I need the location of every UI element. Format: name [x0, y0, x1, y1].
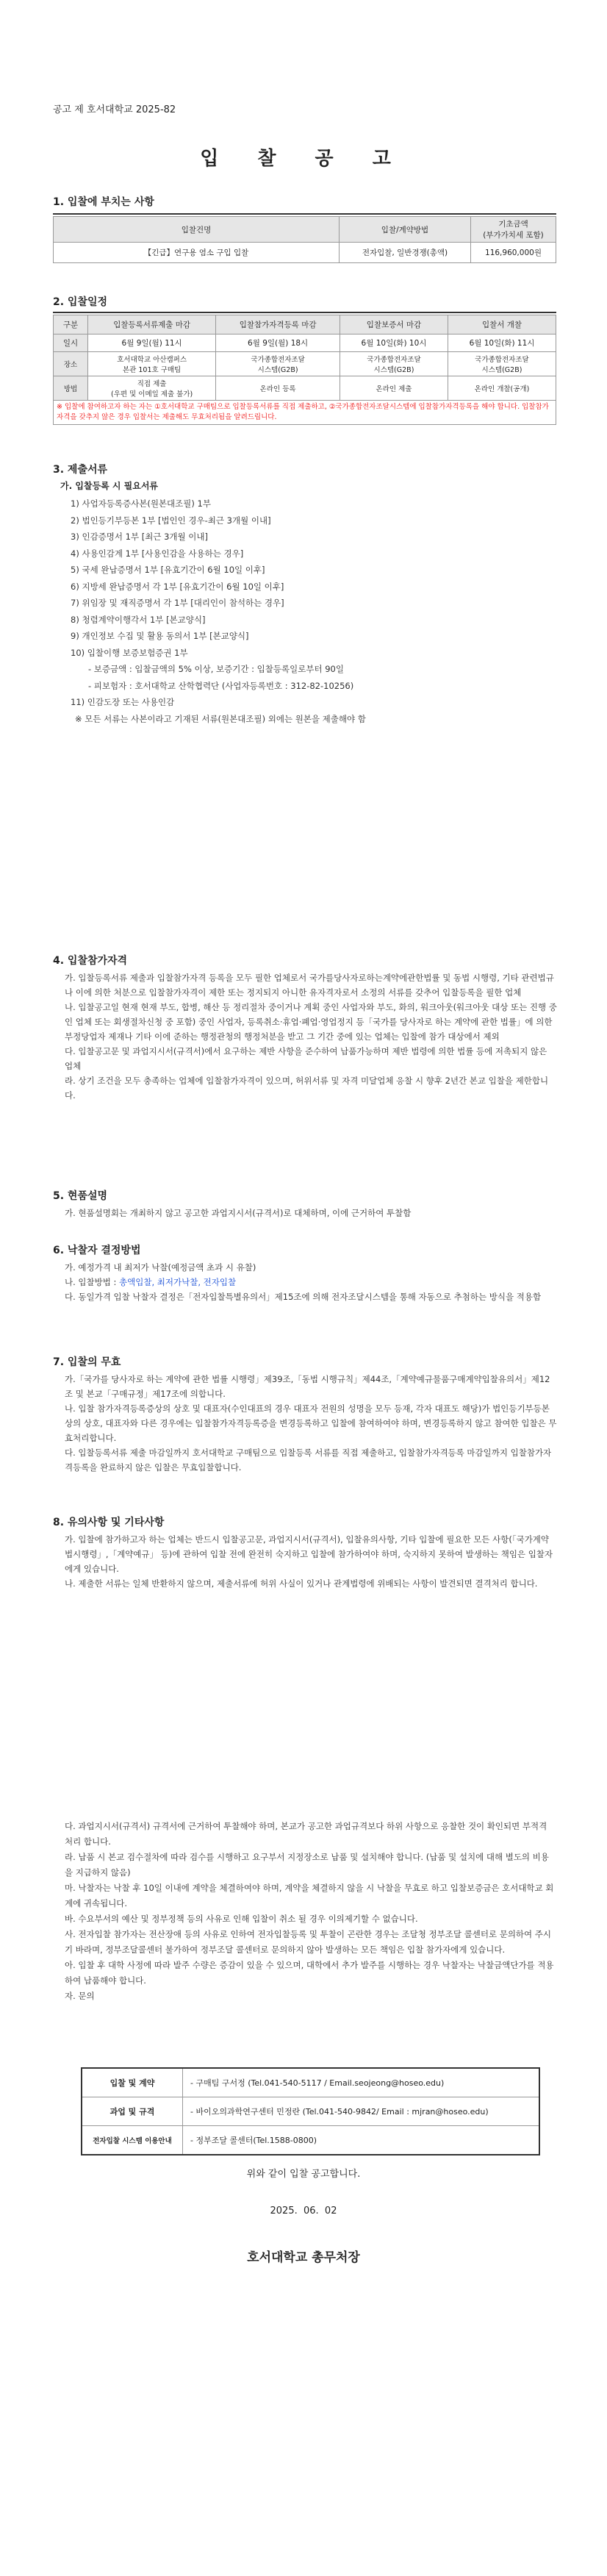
table-header: 입찰/계약방법 — [340, 217, 471, 243]
table-cell: 116,960,000원 — [471, 243, 556, 263]
bid-method-label: 나. 입찰방법 : — [65, 1277, 120, 1287]
contact-value: - 구매팀 구서정 (Tel.041-540-5117 / Email.seojeong@hoseo.edu) — [183, 2068, 540, 2097]
list-item: 다. 동일가격 입찰 낙찰자 결정은「전자입찰특별유의서」제15조에 의해 전자조달시스템을 통해 자동으로 추첨하는 방식을 적용함 — [65, 1292, 542, 1302]
table-header: 기초금액 (부가가치세 포함) — [471, 217, 556, 243]
list-item: 나. 입찰 참가자격등록증상의 상호 및 대표자(수인대표의 경우 대표자 전원의 성명을 모두 등재, 각자 대표도 해당)가 법인등기부등본상의 상호, 대표자와 다른 경우에는 입찰참가자격등록증을 변경등록하고 입찰에 참여하여야 하며, 변경등록하지 않고 참여한 입찰은 무효처리합니다. — [65, 1403, 557, 1443]
invalid-bid-list — [65, 1372, 557, 1475]
list-item: 라. 납품 시 본교 검수절차에 따라 검수를 시행하고 요구부서 지정장소로 납품 및 설치해야 합니다. (납품 및 설치에 대해 별도의 비용을 지급하지 않음) — [65, 1852, 549, 1878]
list-item: 6) 지방세 완납증명서 각 1부 [유효기간이 6월 10일 이후] — [71, 581, 284, 592]
list-item: 아. 입찰 후 대학 사정에 따라 발주 수량은 증감이 있을 수 있으며, 대학에서 추가 발주를 시행하는 경우 낙찰자는 낙찰금액단가를 적용하여 납품해야 합니다. — [65, 1960, 554, 1986]
page-title: 입 찰 공 고 — [200, 148, 407, 170]
list-item: ※ 모든 서류는 사본이라고 기재된 서류(원본대조필) 외에는 원본을 제출해야 함 — [75, 713, 366, 724]
list-item: 1) 사업자등록증사본(원본대조필) 1부 — [71, 498, 211, 509]
contact-label: 과업 및 규격 — [82, 2097, 183, 2126]
section-3-heading: 3. 제출서류 — [53, 464, 108, 476]
schedule-table — [53, 315, 556, 425]
table-header: 입찰서 개찰 — [448, 315, 556, 334]
eligibility-list — [65, 970, 557, 1103]
list-item: 나. 제출한 서류는 일체 반환하지 않으며, 제출서류에 허위 사실이 있거나 관계법령에 위배되는 사항이 발견되면 결격처리 합니다. — [65, 1578, 538, 1589]
table-header: 입찰건명 — [54, 217, 340, 243]
table-row-label: 장소 — [54, 352, 88, 376]
bid-items-table — [53, 216, 556, 263]
section-2-heading: 2. 입찰일정 — [53, 296, 108, 308]
contact-label: 입찰 및 계약 — [82, 2068, 183, 2097]
contact-label: 전자입찰 시스템 이용안내 — [82, 2126, 183, 2155]
required-documents-list — [71, 495, 556, 727]
list-item: 마. 낙찰자는 낙찰 후 10일 이내에 계약을 체결하여야 하며, 계약을 체결하지 않을 시 낙찰을 무효로 하고 입찰보증금은 호서대학교 회계에 귀속됩니다. — [65, 1883, 554, 1908]
list-item: 가.「국가를 당사자로 하는 계약에 관한 법률 시행령」제39조,「동법 시행규칙」제44조,「계약예규물품구매계약입찰유의서」제12조 및 본교「구매규정」제17조에 의합니다. — [65, 1374, 550, 1399]
list-item: 라. 상기 조건을 모두 충족하는 업체에 입찰참가자격이 있으며, 허위서류 및 자격 미달업체 응찰 시 향후 2년간 본교 입찰을 제한합니다. — [65, 1076, 549, 1101]
list-item: 바. 수요부서의 예산 및 정부정책 등의 사유로 인해 입찰이 취소 될 경우 이의제기할 수 없습니다. — [65, 1914, 418, 1924]
list-item: 가. 예정가격 내 최저가 낙찰(예정금액 초과 시 유찰) — [65, 1262, 256, 1273]
section-6-heading: 6. 낙찰자 결정방법 — [53, 1245, 141, 1256]
list-item: 가. 입찰에 참가하고자 하는 업체는 반드시 입찰공고문, 과업지시서(규격서), 입찰유의사항, 기타 입찰에 필요한 모든 사항(「국가계약법시행령」,「계약예규」 등)에 관하여 입찰 전에 완전히 숙지하고 입찰에 참가하여야 하며, 숙지하지 못하여 발생하는 책임은 입찰자에게 있습니다. — [65, 1534, 553, 1574]
closing-statement: 위와 같이 입찰 공고합니다. — [246, 2169, 361, 2180]
table-cell: 6월 9일(월) 18시 — [216, 334, 340, 352]
table-header: 입찰보증서 마감 — [340, 315, 448, 334]
bid-method-value: 총액입찰, 최저가낙찰, 전자입찰 — [119, 1277, 237, 1287]
list-item: 9) 개인정보 수집 및 활용 동의서 1부 [본교양식] — [71, 631, 249, 641]
list-item — [65, 1275, 557, 1289]
table-cell: 6월 10일(화) 11시 — [448, 334, 556, 352]
table-cell: 국가종합전자조달 시스템(G2B) — [216, 352, 340, 376]
product-explanation — [65, 1206, 557, 1220]
contact-value: - 정부조달 콜센터(Tel.1588-0800) — [183, 2126, 540, 2155]
list-item: 가. 입찰등록서류 제출과 입찰참가자격 등록을 모두 필한 업체로서 국가를당사자로하는계약에관한법률 및 동법 시행령, 기타 관련법규나 이에 의한 처분으로 입찰참가자격이 제한 또는 정지되지 아니한 유자격자로서 소정의 서류를 갖추어 입찰등록을 필한 업체 — [65, 973, 554, 998]
table-cell: 6월 10일(화) 10시 — [340, 334, 448, 352]
notes-list — [65, 1532, 557, 1591]
list-item: 8) 청렴계약이행각서 1부 [본교양식] — [71, 614, 206, 625]
section-3-subheading: 가. 입찰등록 시 필요서류 — [60, 481, 159, 491]
table-row-label: 방법 — [54, 376, 88, 401]
table-cell: 온라인 등록 — [216, 376, 340, 401]
section-4-heading: 4. 입찰참가자격 — [53, 955, 128, 967]
list-item: 3) 인감증명서 1부 [최근 3개월 이내] — [71, 532, 208, 542]
table-cell: 직접 제출 (우편 및 이메일 제출 불가) — [88, 376, 216, 401]
notes-list-continued — [65, 1819, 557, 2004]
contact-value: - 바이오의과학연구센터 민정란 (Tel.041-540-9842/ Email : mjran@hoseo.edu) — [183, 2097, 540, 2126]
list-item: 5) 국세 완납증명서 1부 [유효기간이 6월 10일 이후] — [71, 565, 265, 575]
list-item: 다. 입찰공고문 및 과업지시서(규격서)에서 요구하는 제반 사항을 준수하여 납품가능하며 제반 법령에 의한 법률 등에 저촉되지 않은 업체 — [65, 1046, 547, 1071]
table-cell: 호서대학교 아산캠퍼스 본관 101호 구매팀 — [88, 352, 216, 376]
section-7-heading: 7. 입찰의 무효 — [53, 1356, 121, 1368]
section-5-heading: 5. 현품설명 — [53, 1190, 108, 1202]
table-cell: 국가종합전자조달 시스템(G2B) — [340, 352, 448, 376]
notice-date: 2025. 06. 02 — [270, 2205, 337, 2217]
list-item: 10) 입찰이행 보증보험증권 1부 — [71, 647, 188, 658]
list-item: 나. 입찰공고일 현재 현재 부도, 합병, 해산 등 정리절차 중이거나 계획 중인 사업자와 부도, 화의, 워크아웃(워크아웃 대상 또는 진행 중인 업체 또는 회생절차신청 중 포함) 중인 사업자, 등록취소·휴업·폐업·영업정지 등「국가를 당사자로 하는 계약에 관한 법률」에 의한 부정당업자 제재나 기타 이에 준하는 행정관청의 행정처분을 받고 그 기간 중에 있는 업체는 입찰에 참가 대상에서 제외 — [65, 1002, 557, 1042]
table-cell: 【긴급】연구용 염소 구입 입찰 — [54, 243, 340, 263]
list-item: - 보증금액 : 입찰금액의 5% 이상, 보증기간 : 입찰등록일로부터 90일 — [88, 664, 344, 674]
list-item: 가. 현품설명회는 개최하지 않고 공고한 과업지시서(규격서)로 대체하며, 이에 근거하여 투찰함 — [65, 1208, 412, 1218]
section-1-heading: 1. 입찰에 부치는 사항 — [53, 196, 154, 208]
list-item: 11) 인감도장 또는 사용인감 — [71, 697, 175, 707]
list-item: 4) 사용인감계 1부 [사용인감을 사용하는 경우] — [71, 548, 244, 559]
table-header: 입찰등록서류제출 마감 — [88, 315, 216, 334]
doc-number: 공고 제 호서대학교 2025-82 — [53, 104, 176, 115]
list-item: 2) 법인등기부등본 1부 [법인인 경우-최근 3개월 이내] — [71, 515, 271, 526]
divider — [53, 213, 556, 215]
table-cell: 6월 9일(월) 11시 — [88, 334, 216, 352]
table-header: 입찰참가자격등록 마감 — [216, 315, 340, 334]
divider — [53, 312, 556, 313]
list-item: - 피보험자 : 호서대학교 산학협력단 (사업자등록번호 : 312-82-10256) — [88, 680, 354, 691]
issuer-name: 호서대학교 총무처장 — [247, 2250, 360, 2265]
table-cell: 전자입찰, 일반경쟁(총액) — [340, 243, 471, 263]
schedule-note: ※ 입찰에 참여하고자 하는 자는 ①호서대학교 구매팀으로 입찰등록서류를 직접 제출하고, ②국가종합전자조달시스템에 입찰참가자격등록을 해야 합니다. 입찰참가자격을 갖추지 않은 경우 입찰서는 제출해도 무효처리됨을 알려드립니다. — [54, 401, 556, 425]
list-item: 7) 위임장 및 재직증명서 각 1부 [대리인이 참석하는 경우] — [71, 598, 284, 608]
list-item: 자. 문의 — [65, 1991, 95, 2001]
table-cell: 국가종합전자조달 시스템(G2B) — [448, 352, 556, 376]
list-item: 다. 입찰등록서류 제출 마감일까지 호서대학교 구매팀으로 입찰등록 서류를 직접 제출하고, 입찰참가자격등록 마감일까지 입찰참가자격등록을 완료하지 않은 입찰은 무효입찰합니다. — [65, 1448, 552, 1473]
list-item: 다. 과업지시서(규격서) 규격서에 근거하여 투찰해야 하며, 본교가 공고한 과업규격보다 하위 사항으로 응찰한 것이 확인되면 부적격 처리 합니다. — [65, 1821, 547, 1847]
list-item: 사. 전자입찰 참가자는 전산장애 등의 사유로 인하여 전자입찰등록 및 투찰이 곤란한 경우는 조달청 정부조달 콜센터로 문의하여 주시기 바라며, 정부조달콜센터 불가하여 정부조달 콜센터로 문의하지 않아 발생하는 모든 책임은 입찰 참가자에게 있습니다. — [65, 1929, 552, 1955]
table-cell: 온라인 개찰(공개) — [448, 376, 556, 401]
contact-table — [81, 2067, 540, 2155]
table-cell: 온라인 제출 — [340, 376, 448, 401]
section-8-heading: 8. 유의사항 및 기타사항 — [53, 1517, 165, 1528]
award-method-list — [65, 1260, 557, 1304]
table-header: 구분 — [54, 315, 88, 334]
table-row-label: 일시 — [54, 334, 88, 352]
